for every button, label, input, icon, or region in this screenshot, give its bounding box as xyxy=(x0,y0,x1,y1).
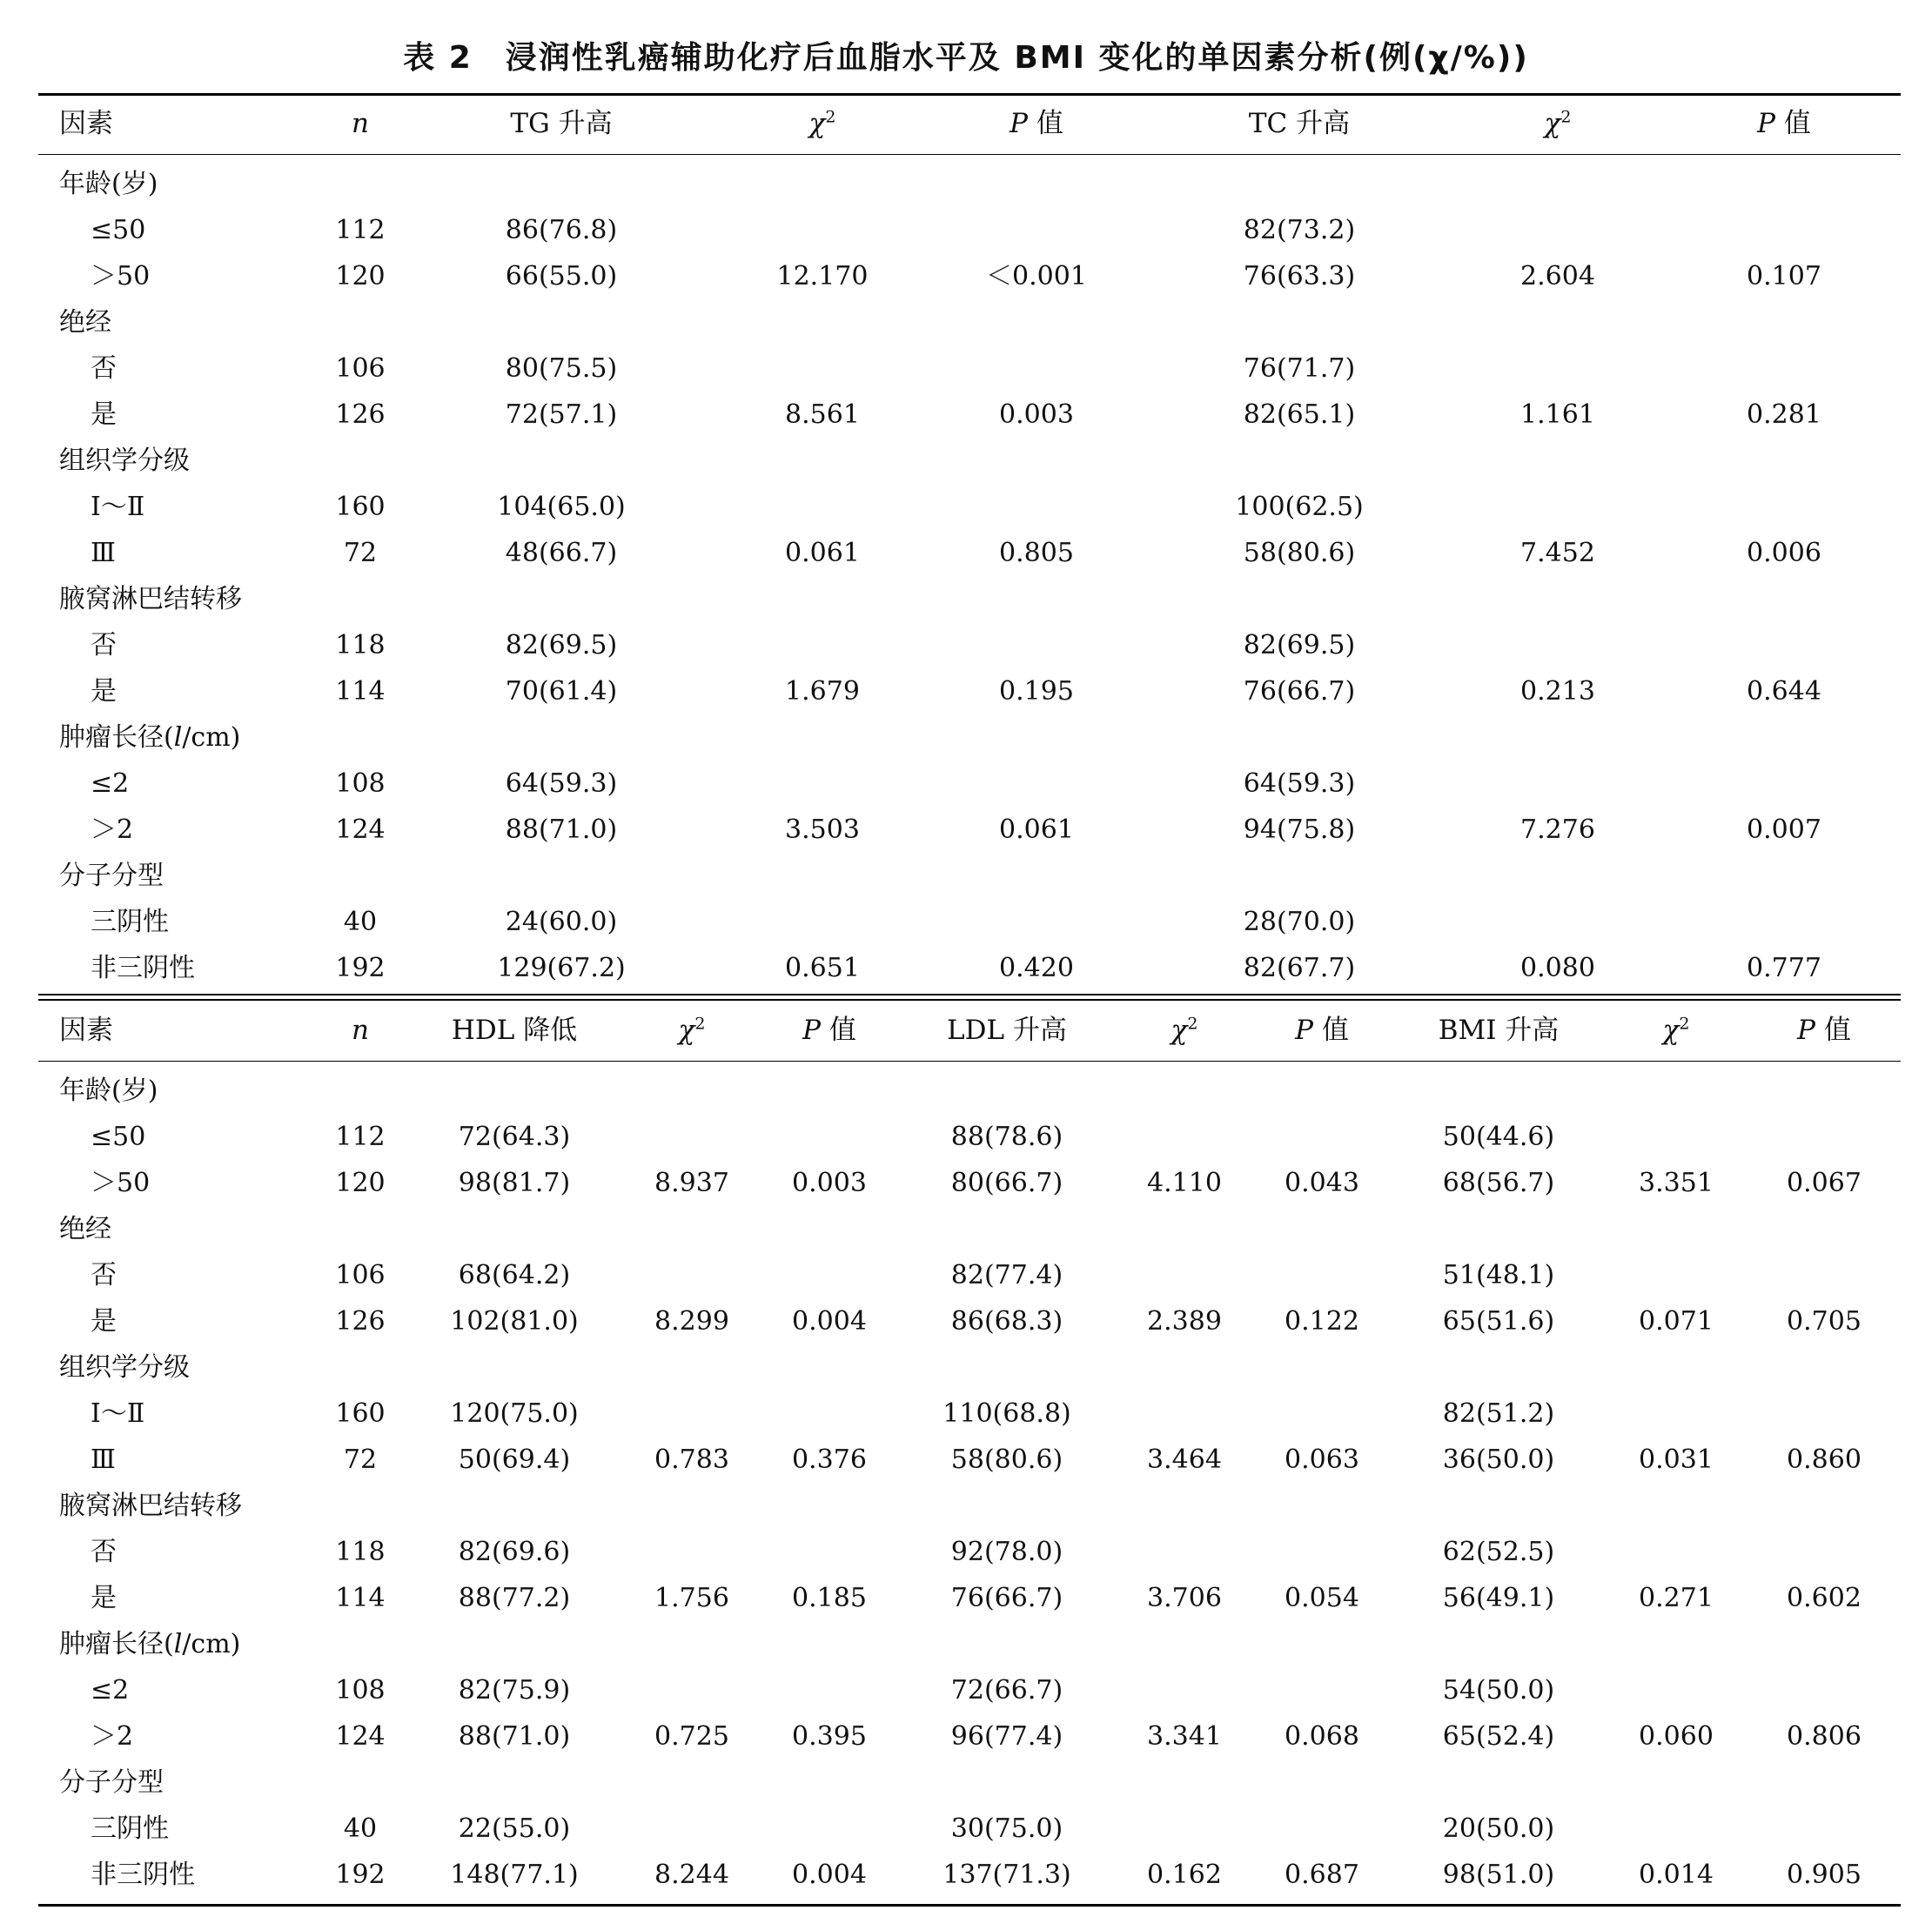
factor-level-label: Ⅲ xyxy=(91,538,116,568)
data-cell: 106 xyxy=(335,1260,386,1290)
data-cell: 120 xyxy=(335,261,386,292)
factor-level-label: 否 xyxy=(91,1260,117,1290)
data-cell: 8.244 xyxy=(654,1860,729,1890)
data-cell: 72 xyxy=(343,538,378,568)
factor-group-label: 肿瘤长径(l/cm) xyxy=(59,722,241,753)
data-cell: 0.004 xyxy=(792,1306,867,1337)
factor-level-label: Ⅲ xyxy=(91,1444,116,1475)
data-cell: 82(73.2) xyxy=(1243,215,1356,245)
data-cell: 40 xyxy=(343,907,378,937)
factor-group-label: 分子分型 xyxy=(59,861,164,891)
data-cell: 0.602 xyxy=(1787,1583,1862,1613)
data-cell: 137(71.3) xyxy=(943,1860,1071,1890)
data-cell: 110(68.8) xyxy=(943,1398,1071,1429)
data-cell: 24(60.0) xyxy=(505,907,618,937)
header-cell: n xyxy=(352,108,369,139)
factor-level-label: 三阴性 xyxy=(91,907,169,937)
data-cell: 160 xyxy=(335,492,386,522)
data-cell: 82(77.4) xyxy=(950,1260,1063,1290)
header-cell: P 值 xyxy=(1295,1015,1349,1046)
data-cell: 0.162 xyxy=(1147,1860,1222,1890)
data-cell: 54(50.0) xyxy=(1442,1675,1555,1706)
factor-level-label: 否 xyxy=(91,1537,117,1567)
header-cell: $\chi^2$ xyxy=(808,107,836,139)
data-cell: 192 xyxy=(335,1860,386,1890)
data-cell: 0.107 xyxy=(1747,261,1821,292)
data-cell: 12.170 xyxy=(776,261,869,292)
data-cell: 65(52.4) xyxy=(1442,1721,1555,1752)
data-cell: 8.937 xyxy=(654,1168,729,1198)
data-cell: 2.389 xyxy=(1147,1306,1222,1337)
data-cell: 72(64.3) xyxy=(458,1122,571,1152)
data-cell: 58(80.6) xyxy=(950,1444,1063,1475)
header-cell: n xyxy=(352,1015,369,1046)
data-cell: 0.905 xyxy=(1787,1860,1862,1890)
data-cell: 0.003 xyxy=(792,1168,867,1198)
factor-group-label: 绝经 xyxy=(59,1214,111,1244)
factor-group-label: 组织学分级 xyxy=(59,1352,190,1383)
data-cell: 112 xyxy=(335,1122,386,1152)
data-cell: 0.213 xyxy=(1520,676,1595,707)
data-cell: 64(59.3) xyxy=(505,768,618,799)
data-cell: 0.185 xyxy=(792,1583,867,1613)
data-cell: 3.464 xyxy=(1147,1444,1222,1475)
data-cell: 22(55.0) xyxy=(458,1813,571,1844)
data-cell: 126 xyxy=(335,399,386,430)
data-cell: 100(62.5) xyxy=(1235,492,1364,522)
header-cell: 因素 xyxy=(59,1015,113,1046)
data-cell: 7.276 xyxy=(1520,814,1595,845)
data-cell: 7.452 xyxy=(1520,538,1595,568)
factor-level-label: ＞2 xyxy=(91,814,134,845)
data-cell: 0.705 xyxy=(1787,1306,1862,1337)
factor-group-label: 分子分型 xyxy=(59,1767,164,1798)
data-cell: 58(80.6) xyxy=(1243,538,1356,568)
header-cell: P 值 xyxy=(1757,108,1811,139)
factor-level-label: ≤2 xyxy=(91,768,130,799)
data-cell: 0.777 xyxy=(1747,953,1821,983)
header-cell: TG 升高 xyxy=(510,108,613,139)
data-cell: 148(77.1) xyxy=(450,1860,579,1890)
factor-level-label: 是 xyxy=(91,1583,117,1613)
data-cell: 3.706 xyxy=(1147,1583,1222,1613)
data-cell: 0.860 xyxy=(1787,1444,1862,1475)
data-cell: 3.351 xyxy=(1639,1168,1714,1198)
data-cell: 72(57.1) xyxy=(505,399,618,430)
factor-group-label: 组织学分级 xyxy=(59,446,190,476)
data-cell: 0.060 xyxy=(1639,1721,1714,1752)
data-cell: 1.161 xyxy=(1520,399,1595,430)
data-cell: 0.271 xyxy=(1639,1583,1714,1613)
bottom-header-rule xyxy=(38,1061,1901,1062)
bottom-rule xyxy=(38,1904,1901,1907)
data-cell: 0.043 xyxy=(1285,1168,1359,1198)
data-cell: 160 xyxy=(335,1398,386,1429)
factor-level-label: Ⅰ～Ⅱ xyxy=(91,492,145,522)
factor-group-label: 年龄(岁) xyxy=(59,169,158,199)
data-cell: 0.644 xyxy=(1747,676,1821,707)
data-cell: 0.122 xyxy=(1285,1306,1359,1337)
data-cell: 82(69.6) xyxy=(458,1537,571,1567)
data-cell: 0.806 xyxy=(1787,1721,1862,1752)
header-cell: TC 升高 xyxy=(1248,108,1351,139)
data-cell: 192 xyxy=(335,953,386,983)
data-cell: 8.561 xyxy=(785,399,860,430)
data-cell: 0.054 xyxy=(1285,1583,1359,1613)
factor-group-label: 腋窝淋巴结转移 xyxy=(59,1491,242,1521)
data-cell: 56(49.1) xyxy=(1442,1583,1555,1613)
data-cell: 1.679 xyxy=(785,676,860,707)
data-cell: 76(66.7) xyxy=(1243,676,1356,707)
data-cell: 0.031 xyxy=(1639,1444,1714,1475)
factor-level-label: 三阴性 xyxy=(91,1813,169,1844)
data-cell: 126 xyxy=(335,1306,386,1337)
middle-rule-lower xyxy=(38,999,1901,1001)
data-cell: 120 xyxy=(335,1168,386,1198)
data-cell: 82(69.5) xyxy=(505,630,618,660)
data-cell: 65(51.6) xyxy=(1442,1306,1555,1337)
data-cell: 108 xyxy=(335,768,386,799)
data-cell: 88(71.0) xyxy=(505,814,618,845)
data-cell: 51(48.1) xyxy=(1442,1260,1555,1290)
header-cell: P 值 xyxy=(1797,1015,1851,1046)
data-cell: 0.281 xyxy=(1747,399,1821,430)
data-cell: 102(81.0) xyxy=(450,1306,579,1337)
factor-level-label: ≤50 xyxy=(91,1122,146,1152)
data-cell: 82(65.1) xyxy=(1243,399,1356,430)
header-cell: P 值 xyxy=(1010,108,1063,139)
data-cell: 0.420 xyxy=(999,953,1074,983)
header-cell: $\chi^2$ xyxy=(1662,1014,1690,1046)
data-cell: 82(67.7) xyxy=(1243,953,1356,983)
data-cell: 1.756 xyxy=(654,1583,729,1613)
data-cell: 68(56.7) xyxy=(1442,1168,1555,1198)
data-cell: 0.376 xyxy=(792,1444,867,1475)
middle-rule-upper xyxy=(38,994,1901,995)
data-cell: 129(67.2) xyxy=(497,953,626,983)
factor-level-label: ≤50 xyxy=(91,215,146,245)
data-cell: 48(66.7) xyxy=(505,538,618,568)
data-cell: 88(78.6) xyxy=(950,1122,1063,1152)
top-rule xyxy=(38,93,1901,96)
data-cell: 88(77.2) xyxy=(458,1583,571,1613)
data-cell: 118 xyxy=(335,630,386,660)
data-cell: 112 xyxy=(335,215,386,245)
factor-level-label: 是 xyxy=(91,399,117,430)
data-cell: 0.068 xyxy=(1285,1721,1359,1752)
data-cell: 0.805 xyxy=(999,538,1074,568)
data-cell: 0.004 xyxy=(792,1860,867,1890)
data-cell: 2.604 xyxy=(1520,261,1595,292)
data-cell: 36(50.0) xyxy=(1442,1444,1555,1475)
data-cell: 98(51.0) xyxy=(1442,1860,1555,1890)
data-cell: 50(44.6) xyxy=(1442,1122,1555,1152)
data-cell: 20(50.0) xyxy=(1442,1813,1555,1844)
factor-group-label: 年龄(岁) xyxy=(59,1076,158,1106)
data-cell: 72(66.7) xyxy=(950,1675,1063,1706)
data-cell: 50(69.4) xyxy=(458,1444,571,1475)
data-cell: 0.061 xyxy=(999,814,1074,845)
data-cell: 124 xyxy=(335,1721,386,1752)
factor-level-label: 否 xyxy=(91,353,117,384)
data-cell: 4.110 xyxy=(1147,1168,1222,1198)
header-cell: 因素 xyxy=(59,108,113,139)
factor-group-label: 绝经 xyxy=(59,307,111,338)
factor-level-label: ＞50 xyxy=(91,1168,151,1198)
header-cell: $\chi^2$ xyxy=(1171,1014,1198,1046)
data-cell: 88(71.0) xyxy=(458,1721,571,1752)
data-cell: 68(64.2) xyxy=(458,1260,571,1290)
data-cell: 114 xyxy=(335,1583,386,1613)
data-cell: 70(61.4) xyxy=(505,676,618,707)
data-cell: 86(68.3) xyxy=(950,1306,1063,1337)
data-cell: 82(75.9) xyxy=(458,1675,571,1706)
data-cell: 94(75.8) xyxy=(1243,814,1356,845)
factor-level-label: 非三阴性 xyxy=(91,953,195,983)
data-cell: 98(81.7) xyxy=(458,1168,571,1198)
data-cell: 28(70.0) xyxy=(1243,907,1356,937)
data-cell: 0.003 xyxy=(999,399,1074,430)
data-cell: 120(75.0) xyxy=(450,1398,579,1429)
top-header-rule xyxy=(38,154,1901,155)
data-cell: 106 xyxy=(335,353,386,384)
factor-level-label: 是 xyxy=(91,1306,117,1337)
data-cell: 0.725 xyxy=(654,1721,729,1752)
data-cell: ＜0.001 xyxy=(986,261,1087,292)
data-cell: 30(75.0) xyxy=(950,1813,1063,1844)
data-cell: 0.061 xyxy=(785,538,860,568)
data-cell: 40 xyxy=(343,1813,378,1844)
factor-level-label: ≤2 xyxy=(91,1675,130,1706)
data-cell: 104(65.0) xyxy=(497,492,626,522)
data-cell: 118 xyxy=(335,1537,386,1567)
factor-level-label: 非三阴性 xyxy=(91,1860,195,1890)
factor-group-label: 腋窝淋巴结转移 xyxy=(59,584,242,614)
table-title: 表 2 浸润性乳癌辅助化疗后血脂水平及 BMI 变化的单因素分析(例(χ/%)) xyxy=(403,40,1529,76)
data-cell: 0.195 xyxy=(999,676,1074,707)
data-cell: 0.071 xyxy=(1639,1306,1714,1337)
factor-level-label: ＞50 xyxy=(91,261,151,292)
factor-group-label: 肿瘤长径(l/cm) xyxy=(59,1629,241,1659)
data-cell: 64(59.3) xyxy=(1243,768,1356,799)
data-cell: 86(76.8) xyxy=(505,215,618,245)
data-cell: 0.080 xyxy=(1520,953,1595,983)
data-cell: 8.299 xyxy=(654,1306,729,1337)
data-cell: 124 xyxy=(335,814,386,845)
data-cell: 82(69.5) xyxy=(1243,630,1356,660)
data-cell: 0.067 xyxy=(1787,1168,1862,1198)
data-cell: 76(66.7) xyxy=(950,1583,1063,1613)
data-cell: 96(77.4) xyxy=(950,1721,1063,1752)
data-cell: 72 xyxy=(343,1444,378,1475)
header-cell: P 值 xyxy=(802,1015,856,1046)
data-cell: 76(71.7) xyxy=(1243,353,1356,384)
data-cell: 0.014 xyxy=(1639,1860,1714,1890)
data-cell: 0.783 xyxy=(654,1444,729,1475)
data-cell: 0.651 xyxy=(785,953,860,983)
factor-level-label: 否 xyxy=(91,630,117,660)
data-cell: 0.063 xyxy=(1285,1444,1359,1475)
data-cell: 76(63.3) xyxy=(1243,261,1356,292)
data-cell: 0.007 xyxy=(1747,814,1821,845)
data-cell: 3.341 xyxy=(1147,1721,1222,1752)
data-cell: 66(55.0) xyxy=(505,261,618,292)
data-cell: 80(75.5) xyxy=(505,353,618,384)
header-cell: $\chi^2$ xyxy=(678,1014,706,1046)
data-cell: 80(66.7) xyxy=(950,1168,1063,1198)
header-cell: $\chi^2$ xyxy=(1544,107,1572,139)
data-cell: 92(78.0) xyxy=(950,1537,1063,1567)
data-cell: 3.503 xyxy=(785,814,860,845)
data-cell: 114 xyxy=(335,676,386,707)
data-cell: 82(51.2) xyxy=(1442,1398,1555,1429)
data-cell: 62(52.5) xyxy=(1442,1537,1555,1567)
header-cell: HDL 降低 xyxy=(451,1015,578,1046)
header-cell: BMI 升高 xyxy=(1438,1015,1560,1046)
factor-level-label: Ⅰ～Ⅱ xyxy=(91,1398,145,1429)
data-cell: 0.395 xyxy=(792,1721,867,1752)
data-cell: 108 xyxy=(335,1675,386,1706)
factor-level-label: ＞2 xyxy=(91,1721,134,1752)
data-cell: 0.006 xyxy=(1747,538,1821,568)
header-cell: LDL 升高 xyxy=(947,1015,1067,1046)
factor-level-label: 是 xyxy=(91,676,117,707)
data-cell: 0.687 xyxy=(1285,1860,1359,1890)
